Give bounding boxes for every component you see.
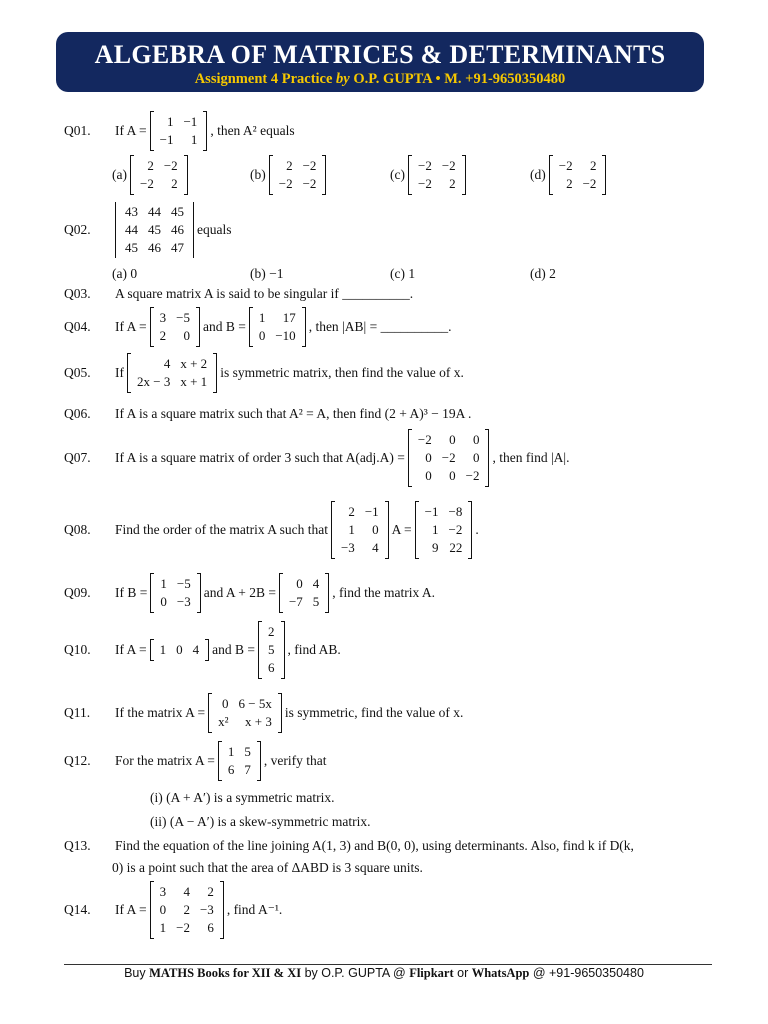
question-q04: Q04. If A = 3 −5 2 0 and B = 1 17 0 −10 , then |AB| = __________.: [64, 308, 454, 346]
q02-option-d: (d) 2: [530, 266, 556, 281]
q01-option-d: (d) −2 2 2 −2: [530, 156, 609, 194]
footer: Buy MATHS Books for XII & XI by O.P. GUPTA @ Flipkart or WhatsApp @ +91-9650350480: [124, 966, 644, 980]
q13-line2: 0) is a point such that the area of ΔABD is 3 square units.: [112, 860, 423, 875]
question-q08: Q08. Find the order of the matrix A such that 2 −1 1 0 −3 4 A = −1 −8 1 −2 9 22 .: [64, 502, 482, 558]
q12-part-ii: (ii) (A − A′) is a skew-symmetric matrix.: [150, 814, 371, 829]
determinant: 43 44 45 44 45 46 45 46 47: [115, 202, 194, 258]
q12-part-i: (i) (A + A′) is a symmetric matrix.: [150, 790, 335, 805]
footer-divider: [64, 964, 712, 965]
question-q07: Q07. If A is a square matrix of order 3 such that A(adj.A) = −2 0 0 0 −2 0 0 0 −2 , then find |A|.: [64, 430, 572, 486]
page-subtitle: Assignment 4 Practice by O.P. GUPTA • M. +91-9650350480: [194, 71, 566, 87]
question-q11: Q11. If the matrix A = 0 6 − 5x x² x + 3 is symmetric, find the value of x.: [64, 694, 466, 732]
question-q10: Q10. If A = 1 0 4 and B = 2 5 6 , find AB.: [64, 622, 344, 678]
q01-option-a: (a) 2 −2 −2 2: [112, 156, 191, 194]
question-q06: Q06. If A is a square matrix such that A² = A, then find (2 + A)³ − 19A .: [64, 406, 472, 421]
q01-option-c: (c) −2 −2 −2 2: [390, 156, 469, 194]
q02-option-b: (b) −1: [250, 266, 284, 281]
question-q05: Q05. If 4 x + 2 2x − 3 x + 1 is symmetric matrix, then find the value of x.: [64, 354, 467, 392]
question-q01: Q01. If A = 1 −1 −1 1 , then A² equals: [64, 112, 298, 150]
question-q02: Q02. 43 44 45 44 45 46 45 46 47 equals: [64, 202, 235, 258]
page-title: ALGEBRA OF MATRICES & DETERMINANTS: [94, 40, 666, 69]
question-q13: Q13. Find the equation of the line joining A(1, 3) and B(0, 0), using determinants. Also, find k if D(k,: [64, 838, 634, 853]
header-banner: [56, 32, 704, 92]
question-q09: Q09. If B = 1 −5 0 −3 and A + 2B = 0 4 −7 5 , find the matrix A.: [64, 574, 438, 612]
question-q14: Q14. If A = 3 4 2 0 2 −3 1 −2 6 , find A⁻¹.: [64, 882, 285, 938]
q02-option-a: (a) 0: [112, 266, 138, 281]
matrix: 1 −1 −1 1: [150, 112, 208, 150]
q01-option-b: (b) 2 −2 −2 −2: [250, 156, 329, 194]
q02-option-c: (c) 1: [390, 266, 416, 281]
question-q12: Q12. For the matrix A = 1 5 6 7 , verify that: [64, 742, 329, 780]
question-q03: Q03. A square matrix A is said to be singular if __________.: [64, 286, 414, 301]
